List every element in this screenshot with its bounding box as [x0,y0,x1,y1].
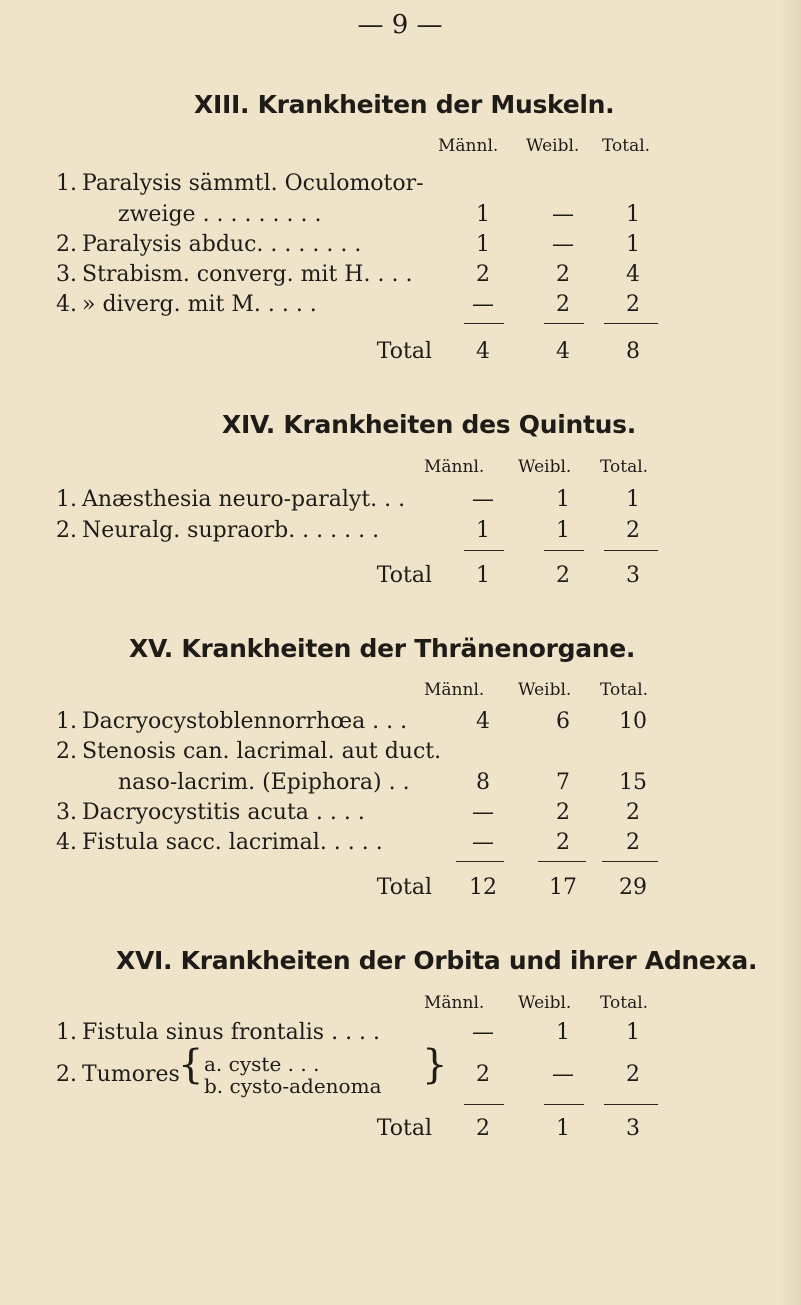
header-female: Weibl. [518,993,572,1013]
table-row: 2. Stenosis can. lacrimal. aut duct. [56,739,442,764]
page-number: — 9 — [357,10,443,40]
table-row: 1. Paralysis sämmtl. Oculomotor- [56,171,424,196]
table-row: 3. Strabism. converg. mit H. . . . 2 2 4 [56,262,640,287]
header-female: Weibl. [526,136,580,156]
table-row: naso-lacrim. (Epiphora) . . 8 7 15 [118,770,647,795]
sum-rule [544,550,584,551]
table-row: 2. Neuralg. supraorb. . . . . . . 1 1 2 [56,518,640,543]
header-total: Total. [600,993,649,1013]
header-total: Total. [600,457,649,477]
header-male: Männl. [424,457,485,477]
table-row: 4. Fistula sacc. lacrimal. . . . . — 2 2 [56,830,640,855]
sum-rule [602,861,658,862]
table-row: 1. Fistula sinus frontalis . . . . — 1 1 [56,1020,640,1045]
table-row: 4. » diverg. mit M. . . . . — 2 2 [56,292,640,317]
header-total: Total. [600,680,649,700]
total-row: Total 1 2 3 [376,563,640,588]
total-row: Total 2 1 3 [376,1116,640,1141]
table-row: 3. Dacryocystitis acuta . . . . — 2 2 [56,800,640,825]
section-title-xiv: XIV. Krankheiten des Quintus. [222,410,636,439]
sum-rule [464,550,504,551]
sum-rule [604,550,658,551]
sum-rule [538,861,586,862]
sum-rule [604,1104,658,1105]
header-total: Total. [602,136,651,156]
sum-rule [544,323,584,324]
section-title-xv: XV. Krankheiten der Thränenorgane. [129,634,636,663]
table-row: 2. Paralysis abduc. . . . . . . . 1 — 1 [56,232,640,257]
total-row: Total 4 4 8 [376,339,640,364]
sum-rule [464,1104,504,1105]
left-brace: { [178,1042,204,1088]
table-row: zweige . . . . . . . . . 1 — 1 [118,202,640,227]
table-row: 1. Dacryocystoblennorrhœa . . . 4 6 10 [56,709,647,734]
section-title-xiii: XIII. Krankheiten der Muskeln. [194,90,615,119]
right-brace: } [422,1042,448,1088]
sum-rule [464,323,504,324]
table-row: 2. Tumores { a. cyste . . . b. cysto-adenoma } 2 — 2 [56,1042,640,1098]
sum-rule [544,1104,584,1105]
total-row: Total 12 17 29 [376,875,647,900]
table-row: 1. Anæsthesia neuro-paralyt. . . — 1 1 [56,487,640,512]
header-male: Männl. [424,680,485,700]
header-male: Männl. [438,136,499,156]
section-title-xvi: XVI. Krankheiten der Orbita und ihrer Adnexa. [116,946,758,975]
header-female: Weibl. [518,457,572,477]
sum-rule [456,861,504,862]
header-male: Männl. [424,993,485,1013]
header-female: Weibl. [518,680,572,700]
sum-rule [604,323,658,324]
